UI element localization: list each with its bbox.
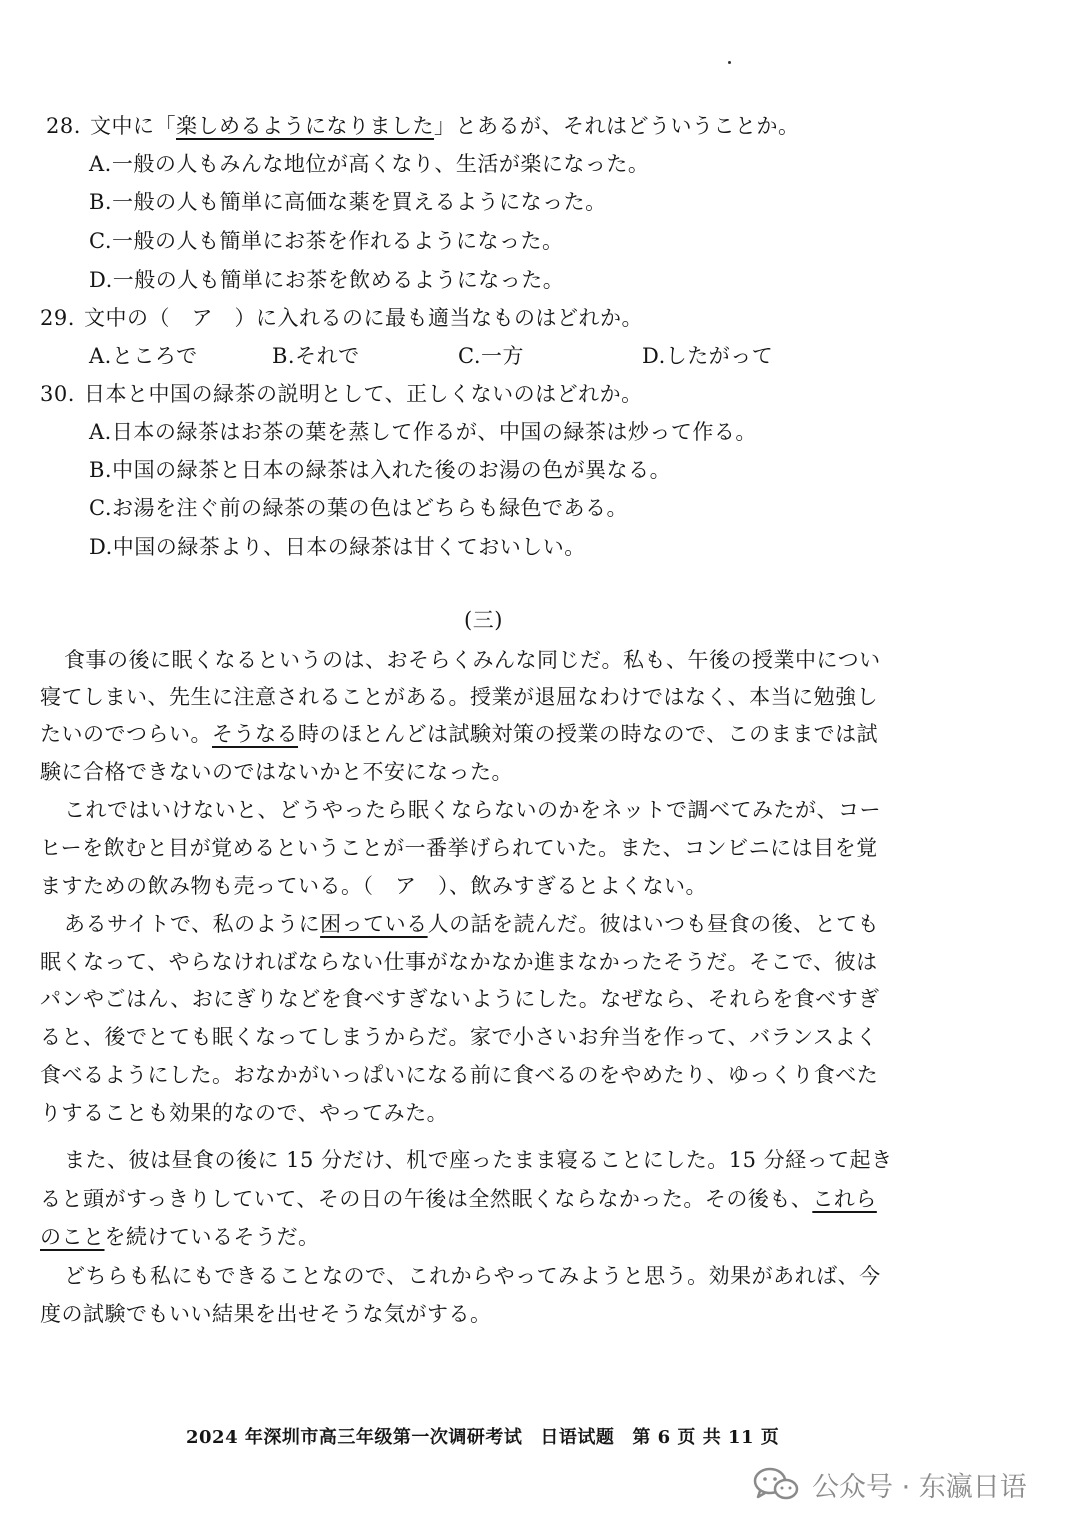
option-29-b: B.それで: [272, 344, 360, 368]
option-30-a: A.日本の緑茶はお茶の葉を蒸して作るが、中国の緑茶は炒って作る。: [89, 420, 757, 444]
passage-line: どちらも私にもできることなので、これからやってみようと思う。効果があれば、今: [64, 1264, 881, 1288]
passage-line: また、彼は昼食の後に 15 分だけ、机で座ったまま寝ることにした。15 分経って起き: [64, 1148, 893, 1172]
question-text-post: 」とあるが、それはどういうことか。: [434, 114, 800, 138]
text-segment: 時のほとんどは試験対策の授業の時なので、このままでは試: [298, 722, 879, 746]
text-segment: を続けているそうだ。: [104, 1225, 320, 1249]
passage-line: 食事の後に眠くなるというのは、おそらくみんな同じだ。私も、午後の授業中につい: [64, 648, 881, 672]
passage-line: りすることも効果的なので、やってみた。: [40, 1101, 449, 1125]
option-30-b: B.中国の緑茶と日本の緑茶は入れた後のお湯の色が異なる。: [89, 458, 672, 482]
underlined-phrase: 困っている: [320, 912, 428, 936]
watermark-text: 公众号 · 东瀛日语: [812, 1471, 1027, 1503]
question-number: 29.: [40, 306, 75, 330]
option-29-a: A.ところで: [89, 344, 198, 368]
passage-line: [64, 910, 879, 938]
passage-line: これではいけないと、どうやったら眠くならないのかをネットで調べてみたが、コー: [64, 798, 881, 822]
passage-line: ますための飲み物も売っている。（ ア ）、飲みすぎるとよくない。: [40, 874, 707, 898]
option-30-d: D.中国の緑茶より、日本の緑茶は甘くておいしい。: [89, 535, 586, 559]
wechat-icon: [752, 1467, 800, 1501]
question-30: [40, 380, 643, 408]
question-number: 30.: [40, 382, 75, 406]
passage-line: パンやごはん、おにぎりなどを食べすぎないようにした。なぜなら、それらを食べすぎ: [40, 987, 880, 1011]
question-29: [40, 304, 643, 332]
question-text: 文中の（ ア ）に入れるのに最も適当なものはどれか。: [84, 306, 643, 330]
passage-line: 験に合格できないのではないかと不安になった。: [40, 760, 513, 784]
page-footer: [186, 1423, 779, 1449]
watermark: [752, 1464, 1027, 1504]
question-text-pre: 文中に「: [90, 114, 176, 138]
option-28-a: A.一般の人もみんな地位が高くなり、生活が楽になった。: [89, 152, 650, 176]
underlined-phrase: 楽しめるようになりました: [176, 114, 434, 138]
option-29-c: C.一方: [458, 344, 524, 368]
text-segment: ると頭がすっきりしていて、その日の午後は全然眠くならなかった。その後も、: [40, 1187, 813, 1211]
question-number: 28.: [46, 114, 81, 138]
text-segment: あるサイトで、私のように: [64, 912, 321, 936]
option-28-b: B.一般の人も簡単に高価な薬を買えるようになった。: [89, 190, 607, 214]
question-text: 日本と中国の緑茶の説明として、正しくないのはどれか。: [84, 382, 643, 406]
option-29-d: D.したがって: [642, 344, 774, 368]
passage-line: ると、後でとても眠くなってしまうからだ。家で小さいお弁当を作って、バランスよく: [40, 1025, 878, 1049]
passage-line: 度の試験でもいい結果を出せそうな気がする。: [40, 1302, 492, 1326]
underlined-phrase: のこと: [40, 1225, 105, 1249]
text-segment: たいのでつらい。: [40, 722, 212, 746]
passage-line: 眠くなって、やらなければならない仕事がなかなか進まなかったそうだ。そこで、彼は: [40, 950, 878, 974]
text-segment: 人の話を読んだ。彼はいつも昼食の後、とても: [427, 912, 880, 936]
scan-speck: [728, 61, 731, 64]
passage-line: [40, 1223, 320, 1251]
option-28-c: C.一般の人も簡単にお茶を作れるようになった。: [89, 229, 564, 253]
option-28-d: D.一般の人も簡単にお茶を飲めるようになった。: [89, 268, 565, 292]
passage-line: [40, 1185, 877, 1213]
question-28: [46, 112, 800, 140]
option-30-c: C.お湯を注ぐ前の緑茶の葉の色はどちらも緑色である。: [89, 496, 628, 520]
underlined-phrase: これら: [812, 1187, 877, 1211]
passage-line: [40, 720, 878, 748]
section-heading: (三): [464, 608, 503, 632]
subject-title: 日语试题: [540, 1427, 615, 1448]
passage-line: ヒーを飲むと目が覚めるということが一番挙げられていた。また、コンビニには目を覚: [40, 836, 878, 860]
passage-line: 食べるようにした。おなかがいっぱいになる前に食べるのをやめたり、ゆっくり食べた: [40, 1063, 879, 1087]
exam-title: 2024 年深圳市高三年级第一次调研考试: [186, 1427, 523, 1448]
page-number: 第 6 页 共 11 页: [632, 1427, 780, 1448]
passage-line: 寝てしまい、先生に注意されることがある。授業が退屈なわけではなく、本当に勉強し: [40, 685, 879, 709]
underlined-phrase: そうなる: [212, 722, 298, 746]
